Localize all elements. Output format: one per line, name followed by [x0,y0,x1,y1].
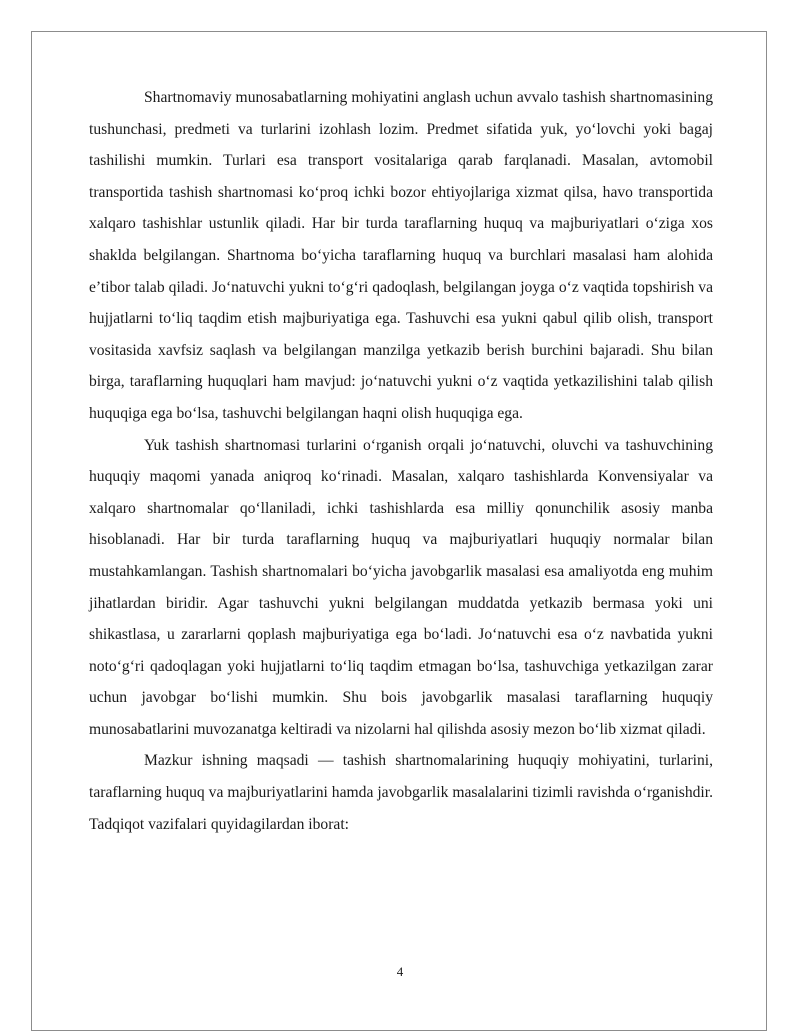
paragraph-2: Yuk tashish shartnomasi turlarini o‘rganish orqali jo‘natuvchi, oluvchi va tashuvchining huquqiy maqomi yanada aniqroq ko‘rinadi. Masalan, xalqaro tashishlarda Konvensiyalar va xalqaro shartnomalar qo‘llaniladi, ichki tashishlarda esa milliy qonunchilik asosiy manba hisoblanadi. Har bir turda taraflarning huquq va majburiyatlari huquqiy normalar bilan mustahkamlangan. Tashish shartnomalari bo‘yicha javobgarlik masalasi esa amaliyotda eng muhim jihatlardan biridir. Agar tashuvchi yukni belgilangan muddatda yetkazib bermasa yoki uni shikastlasa, u zararlarni qoplash majburiyatiga ega bo‘ladi. Jo‘natuvchi esa o‘z navbatida yukni noto‘g‘ri qadoqlagan yoki hujjatlarni to‘liq taqdim etmagan bo‘lsa, tashuvchiga yetkazilgan zarar uchun javobgar bo‘lishi mumkin. Shu bois javobgarlik masalasi taraflarning huquqiy munosabatlarini muvozanatga keltiradi va nizolarni hal qilishda asosiy mezon bo‘lib xizmat qiladi. [89,436,713,738]
paragraph-3: Mazkur ishning maqsadi — tashish shartnomalarining huquqiy mohiyatini, turlarini, taraflarning huquq va majburiyatlarini hamda javobgarlik masalalarini tizimli ravishda o‘rganishdir. Tadqiqot vazifalari quyidagilardan iborat: [89,752,713,833]
paragraph-1: Shartnomaviy munosabatlarning mohiyatini anglash uchun avvalo tashish shartnomasining tushunchasi, predmeti va turlarini izohlash lozim. Predmet sifatida yuk, yo‘lovchi yoki bagaj tashilishi mumkin. Turlari esa transport vositalariga qarab farqlanadi. Masalan, avtomobil transportida tashish shartnomasi ko‘proq ichki bozor ehtiyojlariga xizmat qilsa, havo transportida xalqaro tashishlar ustunlik qiladi. Har bir turda taraflarning huquq va majburiyatlari o‘ziga xos shaklda belgilangan. Shartnoma bo‘yicha taraflarning huquq va burchlari masalasi ham alohida e’tibor talab qiladi. Jo‘natuvchi yukni to‘g‘ri qadoqlash, belgilangan joyga o‘z vaqtida topshirish va hujjatlarni to‘liq taqdim etish majburiyatiga ega. Tashuvchi esa yukni qabul qilib olish, transport vositasida xavfsiz saqlash va belgilangan manzilga yetkazib berish burchini bajaradi. Shu bilan birga, taraflarning huquqlari ham mavjud: jo‘natuvchi yukni o‘z vaqtida yetkazilishini talab qilish huquqiga ega bo‘lsa, tashuvchi belgilangan haqni olish huquqiga ega. [89,89,713,422]
document-body [89,82,713,840]
page-number: 4 [396,964,404,979]
